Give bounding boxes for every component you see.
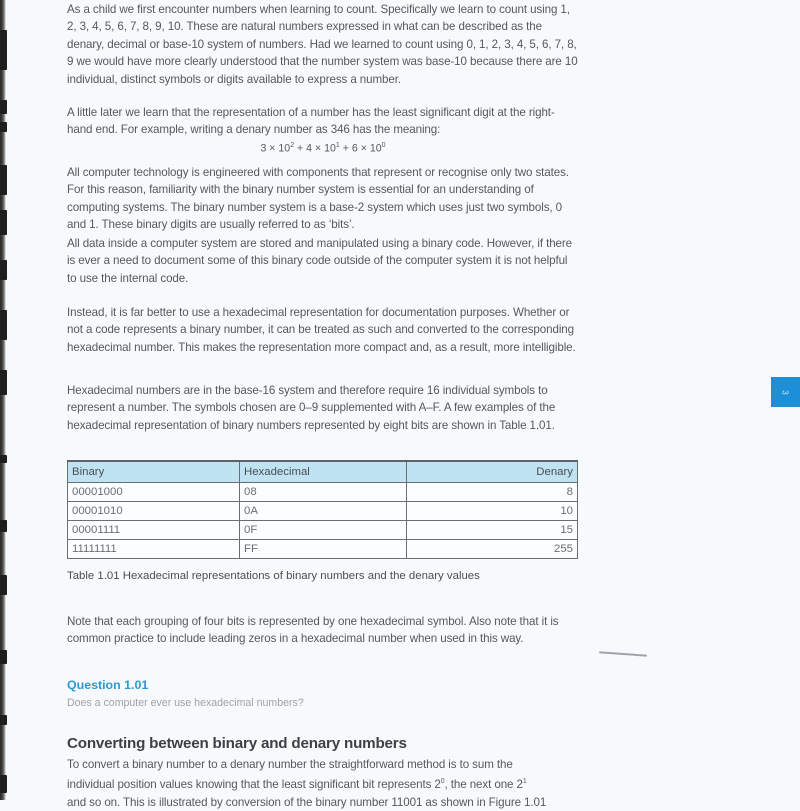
paragraph-four-bits: Note that each grouping of four bits is represented by one hexadecimal symbol. Also note that it is common practice to include leading zeros in a hexadecimal number when used in this way. [67, 615, 559, 646]
table-caption: Table 1.01 Hexadecimal representations of binary numbers and the denary values [67, 570, 480, 582]
cell-denary: 10 [407, 502, 578, 521]
cell-binary: 00001010 [68, 502, 240, 521]
table-row [68, 502, 578, 521]
paragraph-binary-code: All data inside a computer system are stored and manipulated using a binary code. However, if there is ever a need to document some of this binary code outside of the computer system it is not helpful to use the internal code. [67, 237, 573, 285]
cell-denary: 8 [407, 483, 578, 502]
question-text: Does a computer ever use hexadecimal numbers? [67, 697, 304, 709]
chapter-tab-label: 3 [780, 389, 790, 395]
paragraph-base16: Hexadecimal numbers are in the base-16 system and therefore require 16 individual symbols to represent a number. The symbols chosen are 0–9 supplemented with A–F. A few examples of the hexadecimal representation of binary numbers represented by eight bits are shown in Table 1.01. [67, 384, 556, 432]
column-header-binary: Binary [68, 461, 240, 483]
cell-hex: FF [240, 540, 407, 559]
pen-mark [599, 651, 647, 656]
column-header-hexadecimal: Hexadecimal [240, 461, 407, 483]
formula-346: $3 \times 10^2 + 4 \times 10^1 + 6 \times 10^0$ [260, 142, 386, 155]
paragraph-counting: As a child we first encounter numbers when learning to count. Specifically we learn to count using 1, 2, 3, 4, 5, 6, 7, 8, 9, 10. These are natural numbers expressed in what can be described as the denary, decimal or base-10 system of numbers. Had we learned to count using 0, 1, 2, 3, 4, 5, 6, 7, 8, 9 we would have more clearly understood that the number system was base-10 because there are 10 individual, distinct symbols or digits available to express a number. [67, 3, 578, 86]
question-title: Question 1.01 [67, 678, 149, 692]
cell-hex: 08 [240, 483, 407, 502]
cell-binary: 11111111 [68, 540, 240, 559]
section-heading: Converting between binary and denary numbers [67, 735, 407, 752]
paragraph-hex-documentation: Instead, it is far better to use a hexadecimal representation for documentation purposes. Whether or not a code represents a binary number, it can be treated as such and converted to the corresponding hexadecimal number. This makes the representation more compact and, as a result, more intelligible. [67, 306, 576, 354]
cell-hex: 0A [240, 502, 407, 521]
table-header-row [68, 461, 578, 483]
table-row [68, 540, 578, 559]
cell-binary: 00001111 [68, 521, 240, 540]
cell-binary: 00001000 [68, 483, 240, 502]
page-binding-edge [0, 0, 6, 800]
cell-denary: 255 [407, 540, 578, 559]
table-row [68, 521, 578, 540]
cell-denary: 15 [407, 521, 578, 540]
column-header-denary: Denary [407, 461, 578, 483]
hex-table [67, 460, 578, 559]
table-row [68, 483, 578, 502]
cell-hex: 0F [240, 521, 407, 540]
paragraph-two-states: All computer technology is engineered with components that represent or recognise only two states. For this reason, familiarity with the binary number system is essential for an understanding of computing systems. The binary number system is a base-2 system which uses just two symbols, 0 and 1. These binary digits are usually referred to as ‘bits’. [67, 166, 569, 232]
chapter-tab [771, 377, 800, 407]
paragraph-conversion: To convert a binary number to a denary number the straightforward method is to sum the individual position values knowing that the least significant bit represents $2^0$, the next one $2^1$ and so on. This is illustrated by conversion of the binary number 11001 as shown in Figure 1.01 [67, 758, 547, 809]
paragraph-significant-digit: A little later we learn that the representation of a number has the least significant digit at the right-hand end. For example, writing a denary number as 346 has the meaning: [67, 106, 555, 137]
